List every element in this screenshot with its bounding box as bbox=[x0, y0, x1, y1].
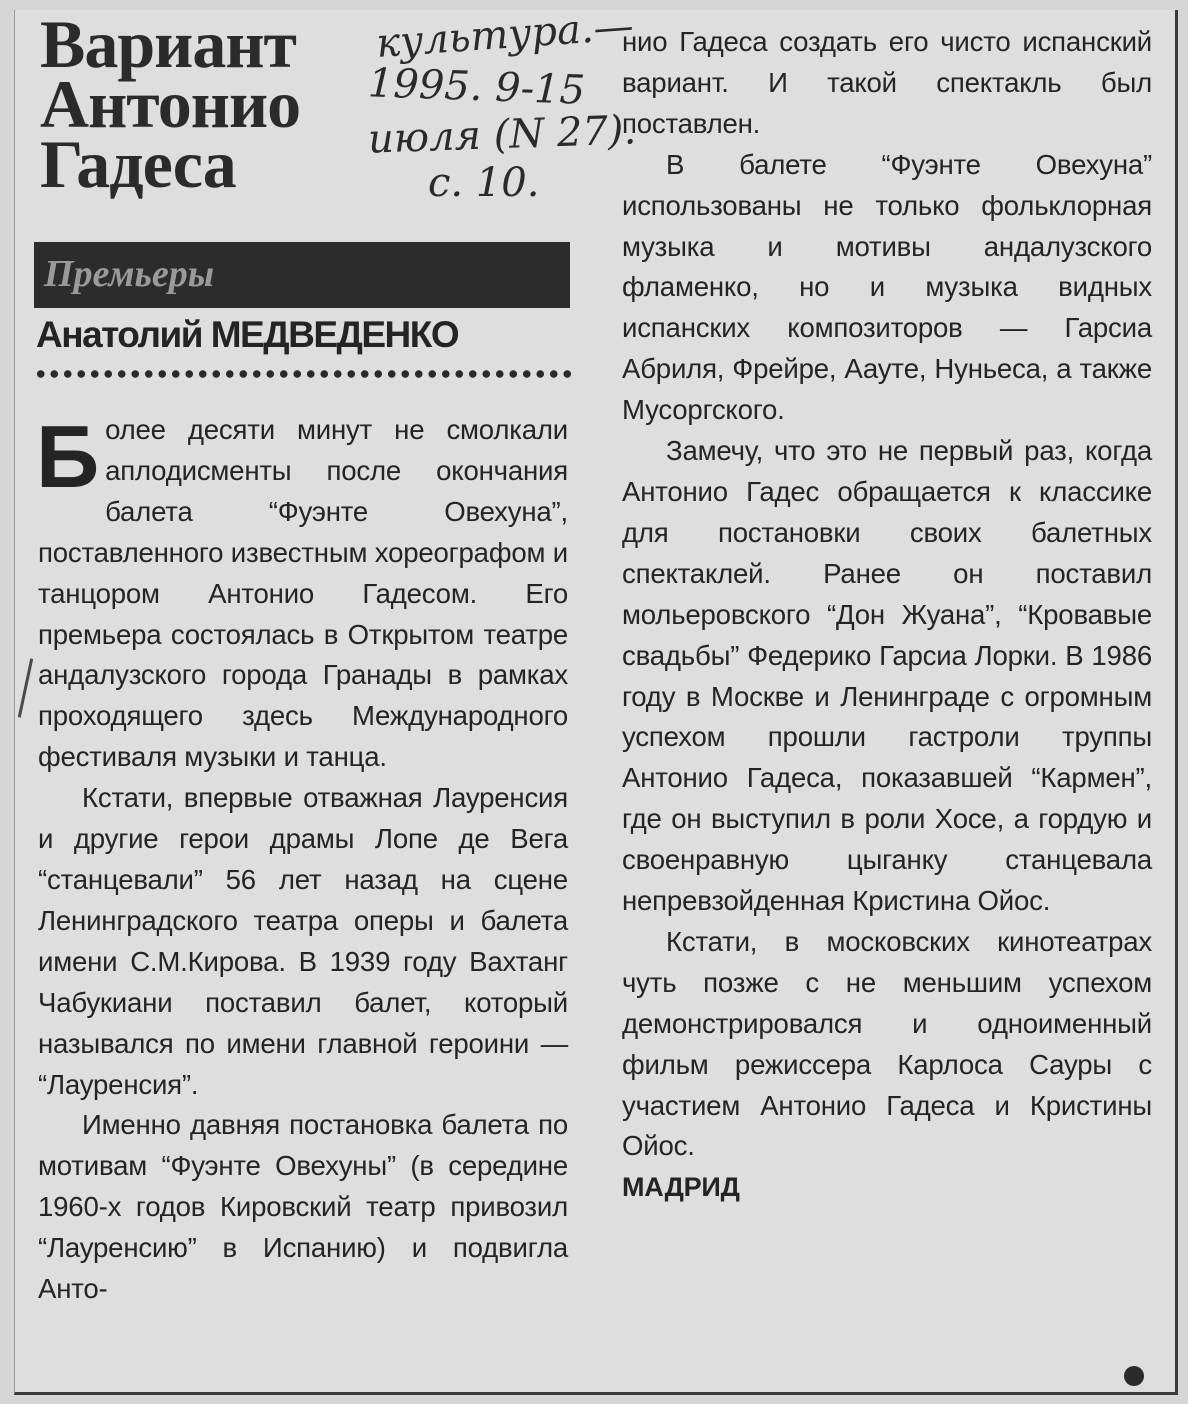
paragraph-6: Замечу, что это не первый раз, когда Антонио Гадес обращается к классике для постановки своих балетных спектаклей. Ранее он поставил мольеровского “Дон Жуана”, “Кровавые свадьбы” Федерико Гарсиа Лорки. В 1986 году в Москве и Ленинграде с огромным успехом прошли гастроли труппы Антонио Гадеса, показавшей “Кармен”, где он выступил в роли Хосе, а гордую и своенравную цыганку станцевала непревзойденная Кристина Ойос. bbox=[622, 435, 1152, 917]
handwritten-note-line-3: июля (N 27). bbox=[367, 107, 637, 163]
drop-cap: Б bbox=[36, 407, 100, 506]
handwritten-note-line-4: с. 10. bbox=[428, 160, 540, 206]
paragraph-2: Кстати, впервые отважная Лауренсия и другие герои драмы Лопе де Вега “станцевали” 56 лет назад на сцене Ленинградского театра оперы и балета имени С.М.Кирова. В 1939 году Вахтанг Чабукиани поставил балет, который назывался по имени главной героини — “Лауренсия”. bbox=[38, 782, 568, 1100]
handwritten-note-line-2: 1995. 9-15 bbox=[367, 60, 586, 114]
paragraph-4: нио Гадеса создать его чисто испанский вариант. И такой спектакль был поставлен. bbox=[622, 26, 1152, 139]
paragraph-1-text: олее десяти минут не смолкали аплодисменты после окончания балета “Фуэнте Овехуна”, поставленного известным хореографом и танцором Антонио Гадесом. Его премьера состоялась в Открытом театре андалузского города Гранады в рамках проходящего здесь Международного фестиваля музыки и танца. bbox=[38, 414, 568, 773]
right-column bbox=[622, 22, 1152, 1208]
paragraph-3: Именно давняя постановка балета по мотивам “Фуэнте Овехуны” (в середине 1960-х годов Кировский театр привозил “Лауренсию” в Испанию) и подвигла Анто- bbox=[38, 1109, 568, 1305]
paragraph-1 bbox=[36, 407, 568, 778]
dateline: МАДРИД bbox=[622, 1172, 740, 1203]
rubric-banner bbox=[34, 242, 570, 308]
headline-line-2: Антонио bbox=[40, 66, 301, 142]
headline-line-1: Вариант bbox=[40, 6, 296, 82]
end-of-article-bullet bbox=[1124, 1366, 1144, 1386]
left-column bbox=[36, 407, 568, 1310]
handwritten-note-line-1: культура.— bbox=[374, 3, 635, 67]
paragraph-7: Кстати, в московских кинотеатрах чуть позже с не меньшим успехом демонстрировался и одноименный фильм режиссера Карлоса Сауры с участием Антонио Гадеса и Кристины Ойос. bbox=[622, 925, 1152, 1162]
headline-line-3: Гадеса bbox=[40, 126, 236, 202]
dotted-divider bbox=[34, 368, 574, 380]
author-byline: Анатолий МЕДВЕДЕНКО bbox=[36, 314, 459, 355]
article-headline bbox=[40, 6, 370, 202]
rubric-label: Премьеры bbox=[44, 253, 215, 295]
paragraph-5: В балете “Фуэнте Овехуна” использованы не только фольклорная музыка и мотивы андалузского фламенко, но и музыка видных испанских композиторов — Гарсиа Абриля, Фрейре, Ааутe, Нуньеса, а также Мусоргского. bbox=[622, 148, 1152, 426]
